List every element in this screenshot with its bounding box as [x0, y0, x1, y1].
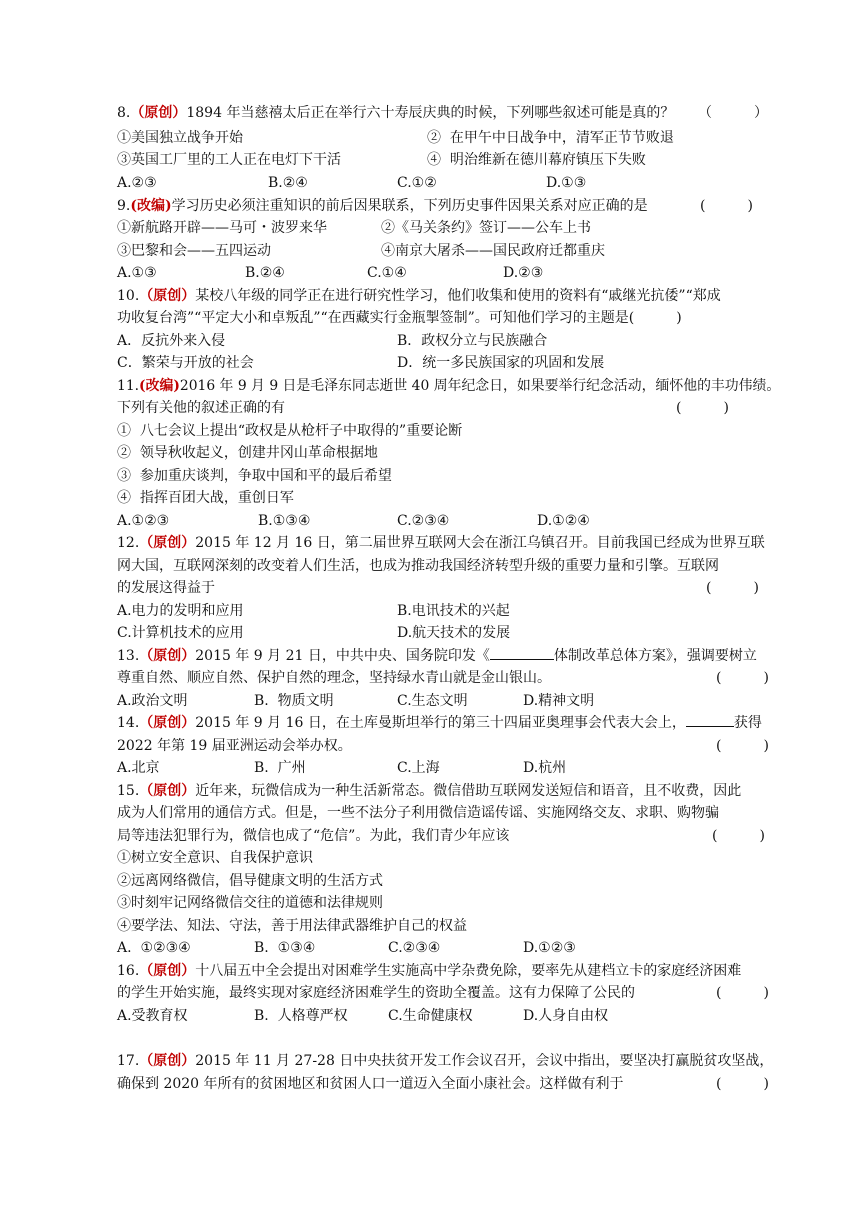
- option-d: D.①②③: [523, 940, 576, 956]
- question-9-stem: [117, 195, 648, 217]
- answer-paren: ( ): [700, 198, 753, 214]
- option-c: C.生态文明: [397, 693, 468, 709]
- question-text: 2016 年 9 月 9 日是毛泽东同志逝世 40 周年纪念日，如果要举行纪念活动，缅怀他的丰功伟绩。: [179, 378, 781, 394]
- question-14-stem: [117, 712, 762, 734]
- source-tag: (改编): [139, 378, 180, 394]
- question-8-stem: [117, 102, 674, 124]
- question-number: 11.: [117, 378, 140, 394]
- question-17-stem: [117, 1050, 773, 1072]
- option-b: B.②④: [245, 265, 285, 281]
- option-b: B. 广州: [254, 760, 306, 776]
- option-c: C.②③④: [388, 940, 441, 956]
- option-c: C.上海: [397, 760, 440, 776]
- question-text: 2015 年 11 月 27-28 日中央扶贫开发工作会议召开，会议中指出，要坚决打赢脱贫攻坚战，: [195, 1053, 774, 1069]
- option-a: A.受教育权: [117, 1008, 188, 1024]
- option-c: C.计算机技术的应用: [117, 625, 244, 641]
- question-text: 获得: [733, 715, 762, 731]
- option-b: B.①③④: [258, 513, 311, 529]
- option-b: B. ①③④: [254, 940, 316, 956]
- source-tag: （原创）: [139, 963, 196, 979]
- answer-paren: ( ): [716, 1076, 769, 1092]
- item: ① 八七会议上提出“政权是从枪杆子中取得的”重要论断: [117, 423, 463, 439]
- answer-paren: ( ): [716, 985, 769, 1001]
- question-number: 8.: [117, 105, 131, 121]
- answer-paren: （ ）: [698, 105, 768, 121]
- question-number: 10.: [117, 288, 140, 304]
- item: ④南京大屠杀——国民政府迁都重庆: [381, 243, 605, 259]
- option-d: D.精神文明: [523, 693, 595, 709]
- item: ①新航路开辟——马可・波罗来华: [117, 220, 327, 236]
- option-d: D.②③: [503, 265, 544, 281]
- option-d: D.航天技术的发展: [397, 625, 511, 641]
- option-a: A.①②③: [117, 513, 170, 529]
- question-text: 尊重自然、顺应自然、保护自然的理念，坚持绿水青山就是金山银山。: [117, 670, 551, 686]
- question-text: 十八届五中全会提出对困难学生实施高中学杂费免除，要率先从建档立卡的家庭经济困难: [195, 963, 742, 979]
- option-c: C.①④: [367, 265, 407, 281]
- question-text: 近年来，玩微信成为一种生活新常态。微信借助互联网发送短信和语音，且不收费，因此: [195, 783, 742, 799]
- question-text: 功收复台湾”“平定大小和卓叛乱”“在西藏实行金瓶掣签制”。可知他们学习的主题是( ): [117, 310, 682, 326]
- question-15-stem: [117, 780, 741, 802]
- option-b: B. 物质文明: [254, 693, 334, 709]
- question-16-stem: [117, 960, 741, 982]
- answer-paren: ( ): [712, 828, 765, 844]
- fill-blank: [686, 712, 734, 727]
- option-c: C.①②: [397, 175, 437, 191]
- question-text: 局等违法犯罪行为，微信也成了“危信”。为此，我们青少年应该: [117, 828, 510, 844]
- question-number: 12.: [117, 535, 140, 551]
- option-b: B．政权分立与民族融合: [397, 333, 548, 349]
- option-a: A.政治文明: [117, 693, 188, 709]
- option-c: C．繁荣与开放的社会: [117, 355, 254, 371]
- option-d: D.杭州: [523, 760, 567, 776]
- source-tag: （原创）: [139, 648, 196, 664]
- question-text: 某校八年级的同学正在进行研究性学习，他们收集和使用的资料有“戚继光抗倭”“郑成: [195, 288, 721, 304]
- option-b: B. 人格尊严权: [254, 1008, 348, 1024]
- option-d: D.①②④: [537, 513, 590, 529]
- option-a: A．反抗外来入侵: [117, 333, 226, 349]
- answer-paren: ( ): [676, 400, 729, 416]
- source-tag: （原创）: [139, 1053, 196, 1069]
- item: ② 在甲午中日战争中，清军正节节败退: [427, 130, 674, 146]
- item: ②远离网络微信，倡导健康文明的生活方式: [117, 873, 383, 889]
- question-11-stem: [117, 375, 780, 397]
- source-tag: （原创）: [139, 715, 196, 731]
- item: ③时刻牢记网络微信交往的道德和法律规则: [117, 895, 383, 911]
- question-text: 的发展这得益于: [117, 580, 215, 596]
- option-c: C.②③④: [397, 513, 450, 529]
- question-text: 确保到 2020 年所有的贫困地区和贫困人口一道迈入全面小康社会。这样做有利于: [117, 1076, 624, 1092]
- source-tag: （原创）: [139, 288, 196, 304]
- question-number: 17.: [117, 1053, 140, 1069]
- item: ④要学法、知法、守法，善于用法律武器维护自己的权益: [117, 918, 467, 934]
- item: ④ 指挥百团大战，重创日军: [117, 490, 294, 506]
- option-b: B.②④: [268, 175, 308, 191]
- question-text: 2015 年 9 月 16 日，在土库曼斯坦举行的第三十四届亚奥理事会代表大会上，: [195, 715, 686, 731]
- question-13-stem: [117, 645, 757, 667]
- option-d: D.①③: [546, 175, 587, 191]
- source-tag: （原创）: [139, 783, 196, 799]
- option-a: A.①③: [117, 265, 157, 281]
- question-text: 成为人们常用的通信方式。但是，一些不法分子利用微信造谣传谣、实施网络交友、求职、购物骗: [117, 805, 719, 821]
- option-d: D.人身自由权: [523, 1008, 609, 1024]
- item: ③巴黎和会——五四运动: [117, 243, 271, 259]
- answer-paren: ( ): [716, 670, 769, 686]
- item: ③英国工厂里的工人正在电灯下干活: [117, 152, 341, 168]
- option-a: A. ①②③④: [117, 940, 191, 956]
- item: ①美国独立战争开始: [117, 130, 243, 146]
- question-number: 15.: [117, 783, 140, 799]
- question-text: 2015 年 9 月 21 日，中共中央、国务院印发《: [195, 648, 490, 664]
- question-text: 网大国，互联网深刻的改变着人们生活，也成为推动我国经济转型升级的重要力量和引擎。互联网: [117, 558, 719, 574]
- question-10-stem: [117, 285, 721, 307]
- question-number: 9.: [117, 198, 131, 214]
- option-b: B.电讯技术的兴起: [397, 603, 510, 619]
- item: ④ 明治维新在德川幕府镇压下失败: [427, 152, 646, 168]
- question-number: 14.: [117, 715, 140, 731]
- question-text: 下列有关他的叙述正确的有: [117, 400, 285, 416]
- fill-blank: [490, 645, 554, 660]
- option-c: C.生命健康权: [388, 1008, 473, 1024]
- question-text: 的学生开始实施，最终实现对家庭经济困难学生的资助全覆盖。这有力保障了公民的: [117, 985, 635, 1001]
- item: ①树立安全意识、自我保护意识: [117, 850, 313, 866]
- source-tag: (改编): [130, 198, 172, 214]
- item: ②《马关条约》签订——公车上书: [381, 220, 591, 236]
- question-text: 学习历史必须注重知识的前后因果联系，下列历史事件因果关系对应正确的是: [171, 198, 648, 214]
- question-text: 体制改革总体方案》，强调要树立: [553, 648, 757, 664]
- source-tag: （原创）: [139, 535, 196, 551]
- answer-paren: ( ): [706, 580, 759, 596]
- option-d: D．统一多民族国家的巩固和发展: [397, 355, 605, 371]
- question-text: 2015 年 12 月 16 日，第二届世界互联网大会在浙江乌镇召开。目前我国已经成为世界互联: [195, 535, 765, 551]
- source-tag: （原创）: [130, 105, 187, 121]
- option-a: A.②③: [117, 175, 157, 191]
- question-text: 2022 年第 19 届亚洲运动会举办权。: [117, 738, 352, 754]
- item: ② 领导秋收起义，创建井冈山革命根据地: [117, 445, 378, 461]
- option-a: A.北京: [117, 760, 160, 776]
- option-a: A.电力的发明和应用: [117, 603, 244, 619]
- question-12-stem: [117, 532, 765, 554]
- item: ③ 参加重庆谈判，争取中国和平的最后希望: [117, 468, 392, 484]
- question-number: 13.: [117, 648, 140, 664]
- question-number: 16.: [117, 963, 140, 979]
- question-text: 1894 年当慈禧太后正在举行六十寿辰庆典的时候，下列哪些叙述可能是真的？: [186, 105, 675, 121]
- answer-paren: ( ): [716, 738, 769, 754]
